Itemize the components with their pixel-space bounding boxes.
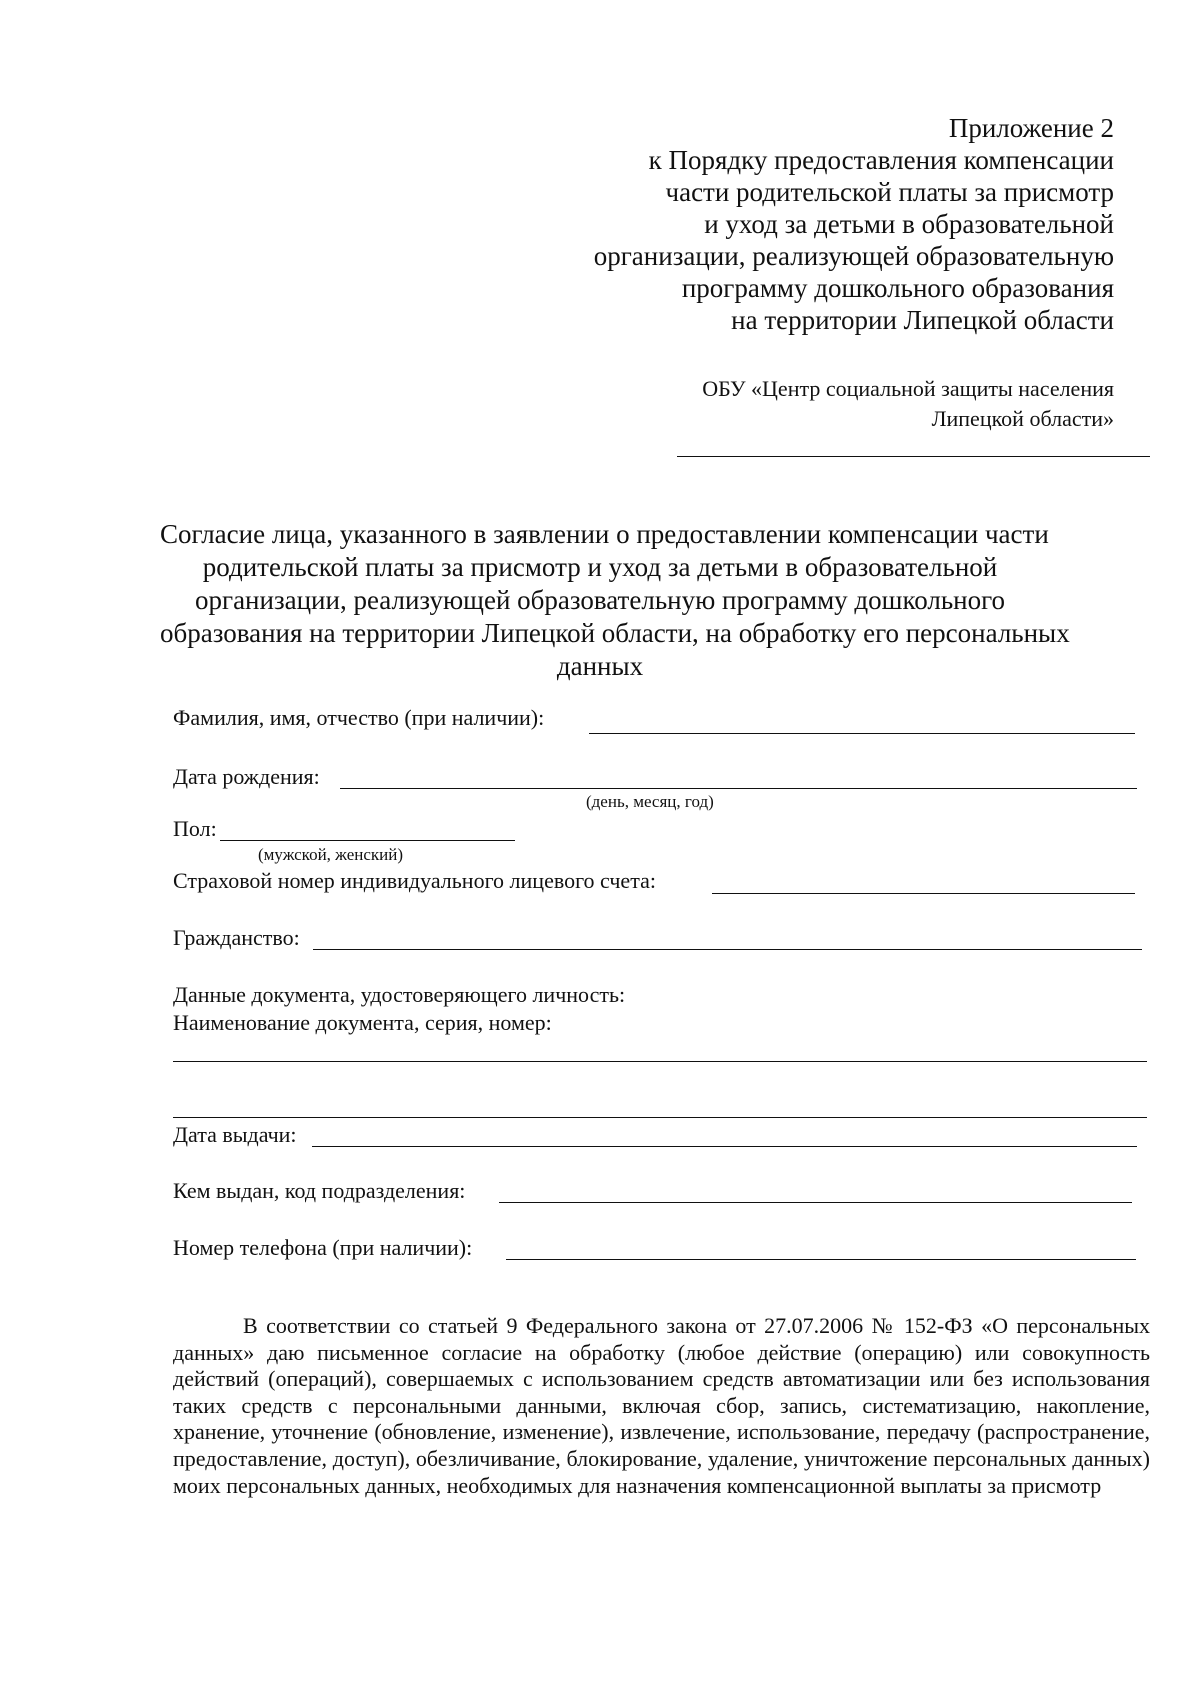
recipient-line: Липецкой области»: [931, 406, 1114, 431]
issued-by-field[interactable]: [499, 1202, 1132, 1203]
issue-date-label: Дата выдачи:: [173, 1122, 297, 1147]
title-line: организации, реализующей образовательную программу дошкольного: [195, 585, 1005, 615]
birth-date-hint: (день, месяц, год): [586, 792, 714, 811]
recipient-line: ОБУ «Центр социальной защиты населения: [702, 376, 1114, 401]
document-name-field-1[interactable]: [173, 1061, 1147, 1062]
header-line: и уход за детьми в образовательной: [704, 209, 1114, 239]
snils-field[interactable]: [712, 893, 1135, 894]
title-line: родительской платы за присмотр и уход за детьми в образовательной: [202, 552, 998, 582]
appendix-header: [554, 112, 1114, 336]
issued-by-label: Кем выдан, код подразделения:: [173, 1178, 466, 1203]
id-document-label: Данные документа, удостоверяющего личность:: [173, 982, 626, 1007]
recipient-block: [554, 374, 1114, 434]
document-title: [160, 518, 1070, 683]
header-line: к Порядку предоставления компенсации: [648, 145, 1114, 175]
birth-date-field[interactable]: [340, 788, 1137, 789]
fio-label: Фамилия, имя, отчество (при наличии):: [173, 705, 545, 730]
citizenship-field[interactable]: [313, 949, 1142, 950]
document-name-field-2[interactable]: [173, 1117, 1147, 1118]
snils-label: Страховой номер индивидуального лицевого счета:: [173, 868, 656, 893]
header-line: Приложение 2: [948, 113, 1114, 143]
birth-date-label: Дата рождения:: [173, 764, 320, 789]
sex-hint: (мужской, женский): [258, 845, 403, 864]
title-line: образования на территории Липецкой области, на обработку его персональных: [160, 618, 1070, 648]
fio-field[interactable]: [589, 733, 1135, 734]
phone-label: Номер телефона (при наличии):: [173, 1235, 473, 1260]
document-name-label: Наименование документа, серия, номер:: [173, 1010, 552, 1035]
header-line: на территории Липецкой области: [731, 305, 1114, 335]
citizenship-label: Гражданство:: [173, 925, 300, 950]
title-line: данных: [556, 651, 644, 681]
header-line: организации, реализующей образовательную: [593, 241, 1114, 271]
issue-date-field[interactable]: [312, 1146, 1137, 1147]
phone-field[interactable]: [506, 1259, 1136, 1260]
header-line: программу дошкольного образования: [681, 273, 1114, 303]
header-line: части родительской платы за присмотр: [665, 177, 1114, 207]
consent-paragraph: [173, 1313, 1150, 1499]
consent-text: В соответствии со статьей 9 Федерального закона от 27.07.2006 № 152-ФЗ «О персональных данных» даю письменное согласие на обработку (любое действие (операцию) или совокупность действий (операций), совершаемых с использованием средств автоматизации или без использования таких средств с персональными данными, включая сбор, запись, систематизацию, накопление, хранение, уточнение (обновление, изменение), извлечение, использование, передачу (распространение, предоставление, доступ), обезличивание, блокирование, удаление, уничтожение персональных данных) моих персональных данных, необходимых для назначения компенсационной выплаты за присмотр: [173, 1313, 1150, 1498]
recipient-blank-line[interactable]: [677, 456, 1150, 457]
sex-label: Пол:: [173, 816, 217, 841]
sex-field[interactable]: [220, 840, 515, 841]
title-line: Согласие лица, указанного в заявлении о предоставлении компенсации части: [160, 519, 1049, 549]
